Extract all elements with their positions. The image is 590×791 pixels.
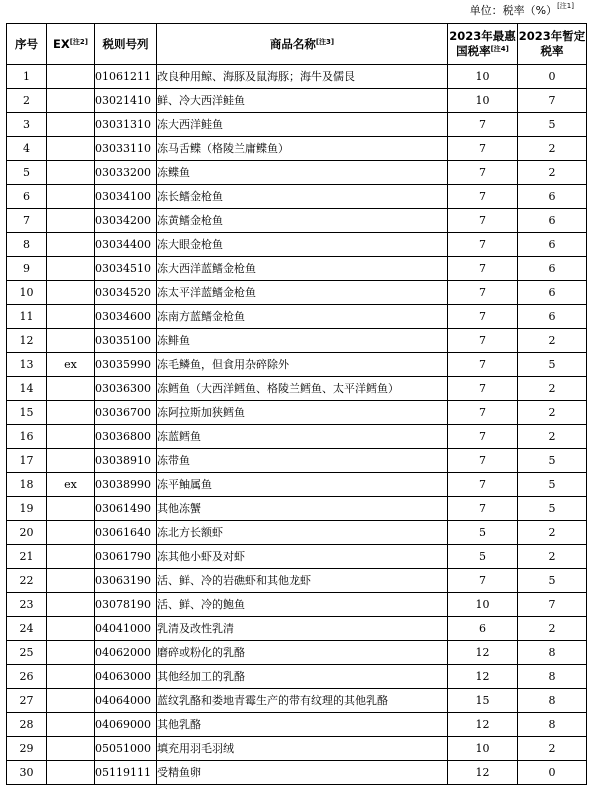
- table-row: [7, 425, 587, 449]
- cell-mfn-rate: 7: [448, 305, 518, 329]
- cell-mfn-rate: 10: [448, 737, 518, 761]
- cell-code: 05051000: [95, 737, 157, 761]
- cell-mfn-rate: 7: [448, 497, 518, 521]
- cell-ex: [47, 641, 95, 665]
- cell-mfn-rate: 12: [448, 641, 518, 665]
- table-row: [7, 473, 587, 497]
- cell-seq: 22: [7, 569, 47, 593]
- table-row: [7, 209, 587, 233]
- cell-provisional-rate: 6: [518, 209, 587, 233]
- cell-seq: 14: [7, 377, 47, 401]
- cell-seq: 18: [7, 473, 47, 497]
- cell-ex: [47, 425, 95, 449]
- cell-code: 03035990: [95, 353, 157, 377]
- cell-provisional-rate: 2: [518, 425, 587, 449]
- cell-provisional-rate: 6: [518, 185, 587, 209]
- table-row: [7, 665, 587, 689]
- cell-provisional-rate: 0: [518, 65, 587, 89]
- cell-mfn-rate: 7: [448, 353, 518, 377]
- cell-name: 冻北方长额虾: [157, 521, 448, 545]
- table-row: [7, 281, 587, 305]
- cell-mfn-rate: 10: [448, 65, 518, 89]
- cell-mfn-rate: 7: [448, 137, 518, 161]
- cell-name: 蓝纹乳酪和娄地青霉生产的带有纹理的其他乳酪: [157, 689, 448, 713]
- cell-ex: [47, 161, 95, 185]
- cell-provisional-rate: 2: [518, 521, 587, 545]
- cell-code: 03033110: [95, 137, 157, 161]
- cell-provisional-rate: 6: [518, 281, 587, 305]
- cell-provisional-rate: 2: [518, 137, 587, 161]
- header-seq: 序号: [7, 24, 47, 65]
- table-row: [7, 113, 587, 137]
- cell-mfn-rate: 10: [448, 593, 518, 617]
- cell-ex: [47, 521, 95, 545]
- cell-seq: 20: [7, 521, 47, 545]
- cell-mfn-rate: 7: [448, 425, 518, 449]
- cell-mfn-rate: 7: [448, 257, 518, 281]
- cell-mfn-rate: 12: [448, 761, 518, 785]
- table-row: [7, 545, 587, 569]
- table-row: [7, 401, 587, 425]
- cell-mfn-rate: 10: [448, 89, 518, 113]
- cell-seq: 12: [7, 329, 47, 353]
- cell-name: 冻大西洋蓝鳍金枪鱼: [157, 257, 448, 281]
- cell-seq: 3: [7, 113, 47, 137]
- table-row: [7, 353, 587, 377]
- cell-code: 04041000: [95, 617, 157, 641]
- table-row: [7, 761, 587, 785]
- cell-name: 冻平鲉属鱼: [157, 473, 448, 497]
- cell-name: 乳清及改性乳清: [157, 617, 448, 641]
- cell-seq: 9: [7, 257, 47, 281]
- cell-provisional-rate: 2: [518, 401, 587, 425]
- cell-mfn-rate: 15: [448, 689, 518, 713]
- cell-ex: [47, 209, 95, 233]
- cell-ex: [47, 545, 95, 569]
- cell-provisional-rate: 2: [518, 545, 587, 569]
- cell-provisional-rate: 2: [518, 329, 587, 353]
- cell-code: 03034600: [95, 305, 157, 329]
- cell-mfn-rate: 7: [448, 377, 518, 401]
- cell-seq: 23: [7, 593, 47, 617]
- cell-mfn-rate: 6: [448, 617, 518, 641]
- cell-provisional-rate: 2: [518, 377, 587, 401]
- cell-name: 活、鲜、冷的鲍鱼: [157, 593, 448, 617]
- cell-ex: [47, 65, 95, 89]
- cell-name: 冻鲱鱼: [157, 329, 448, 353]
- cell-name: 冻鲽鱼: [157, 161, 448, 185]
- table-row: [7, 737, 587, 761]
- cell-seq: 10: [7, 281, 47, 305]
- table-row: [7, 617, 587, 641]
- header-ex: EX[注2]: [47, 24, 95, 65]
- cell-code: 03038990: [95, 473, 157, 497]
- cell-ex: [47, 233, 95, 257]
- cell-code: 03033200: [95, 161, 157, 185]
- cell-name: 冻马舌鲽（格陵兰庸鲽鱼）: [157, 137, 448, 161]
- table-row: [7, 593, 587, 617]
- header-ex-note: [注2]: [69, 37, 88, 46]
- cell-mfn-rate: 7: [448, 569, 518, 593]
- cell-ex: [47, 497, 95, 521]
- cell-ex: ex: [47, 353, 95, 377]
- cell-provisional-rate: 7: [518, 593, 587, 617]
- header-code: 税则号列: [95, 24, 157, 65]
- tariff-table: [6, 23, 587, 785]
- cell-code: 03021410: [95, 89, 157, 113]
- cell-seq: 29: [7, 737, 47, 761]
- cell-seq: 5: [7, 161, 47, 185]
- cell-seq: 7: [7, 209, 47, 233]
- table-row: [7, 137, 587, 161]
- cell-mfn-rate: 5: [448, 521, 518, 545]
- header-mfn-note: [注4]: [490, 45, 509, 53]
- cell-ex: [47, 569, 95, 593]
- cell-ex: ex: [47, 473, 95, 497]
- table-row: [7, 329, 587, 353]
- cell-seq: 24: [7, 617, 47, 641]
- table-row: [7, 713, 587, 737]
- cell-code: 03034510: [95, 257, 157, 281]
- cell-code: 03063190: [95, 569, 157, 593]
- cell-provisional-rate: 2: [518, 737, 587, 761]
- cell-name: 冻带鱼: [157, 449, 448, 473]
- cell-seq: 2: [7, 89, 47, 113]
- cell-provisional-rate: 0: [518, 761, 587, 785]
- cell-code: 03078190: [95, 593, 157, 617]
- cell-provisional-rate: 2: [518, 617, 587, 641]
- cell-seq: 25: [7, 641, 47, 665]
- cell-code: 03061790: [95, 545, 157, 569]
- cell-ex: [47, 593, 95, 617]
- cell-seq: 21: [7, 545, 47, 569]
- cell-ex: [47, 113, 95, 137]
- cell-provisional-rate: 6: [518, 233, 587, 257]
- table-row: [7, 257, 587, 281]
- cell-provisional-rate: 8: [518, 641, 587, 665]
- cell-seq: 27: [7, 689, 47, 713]
- cell-provisional-rate: 5: [518, 497, 587, 521]
- cell-ex: [47, 401, 95, 425]
- cell-name: 冻毛鳞鱼，但食用杂碎除外: [157, 353, 448, 377]
- cell-ex: [47, 137, 95, 161]
- cell-seq: 26: [7, 665, 47, 689]
- cell-provisional-rate: 8: [518, 689, 587, 713]
- cell-ex: [47, 305, 95, 329]
- cell-provisional-rate: 5: [518, 473, 587, 497]
- cell-name: 冻大眼金枪鱼: [157, 233, 448, 257]
- cell-ex: [47, 329, 95, 353]
- unit-text: 单位：税率（%）: [469, 4, 558, 17]
- header-row: [7, 24, 587, 65]
- cell-code: 03034520: [95, 281, 157, 305]
- cell-provisional-rate: 5: [518, 113, 587, 137]
- cell-provisional-rate: 2: [518, 161, 587, 185]
- cell-code: 03036800: [95, 425, 157, 449]
- cell-code: 04069000: [95, 713, 157, 737]
- cell-mfn-rate: 7: [448, 329, 518, 353]
- table-row: [7, 497, 587, 521]
- cell-seq: 15: [7, 401, 47, 425]
- cell-name: 冻其他小虾及对虾: [157, 545, 448, 569]
- cell-provisional-rate: 7: [518, 89, 587, 113]
- cell-name: 其他经加工的乳酪: [157, 665, 448, 689]
- cell-mfn-rate: 7: [448, 209, 518, 233]
- cell-name: 冻太平洋蓝鳍金枪鱼: [157, 281, 448, 305]
- cell-provisional-rate: 8: [518, 665, 587, 689]
- cell-seq: 4: [7, 137, 47, 161]
- cell-name: 其他乳酪: [157, 713, 448, 737]
- table-row: [7, 377, 587, 401]
- cell-name: 填充用羽毛羽绒: [157, 737, 448, 761]
- table-body: [7, 65, 587, 785]
- cell-mfn-rate: 12: [448, 713, 518, 737]
- table-row: [7, 449, 587, 473]
- table-row: [7, 305, 587, 329]
- cell-code: 03031310: [95, 113, 157, 137]
- cell-name: 磨碎或粉化的乳酪: [157, 641, 448, 665]
- cell-mfn-rate: 7: [448, 233, 518, 257]
- cell-ex: [47, 281, 95, 305]
- cell-mfn-rate: 5: [448, 545, 518, 569]
- table-row: [7, 521, 587, 545]
- cell-code: 03034100: [95, 185, 157, 209]
- cell-code: 03035100: [95, 329, 157, 353]
- cell-code: 03061640: [95, 521, 157, 545]
- cell-ex: [47, 689, 95, 713]
- cell-ex: [47, 665, 95, 689]
- cell-name: 冻黄鳍金枪鱼: [157, 209, 448, 233]
- cell-code: 03036300: [95, 377, 157, 401]
- cell-code: 03061490: [95, 497, 157, 521]
- cell-seq: 28: [7, 713, 47, 737]
- cell-code: 01061211: [95, 65, 157, 89]
- cell-seq: 11: [7, 305, 47, 329]
- cell-ex: [47, 449, 95, 473]
- cell-seq: 8: [7, 233, 47, 257]
- cell-code: 04064000: [95, 689, 157, 713]
- cell-ex: [47, 377, 95, 401]
- cell-provisional-rate: 5: [518, 569, 587, 593]
- cell-name: 鲜、冷大西洋鲑鱼: [157, 89, 448, 113]
- cell-name: 冻大西洋鲑鱼: [157, 113, 448, 137]
- cell-seq: 17: [7, 449, 47, 473]
- cell-mfn-rate: 7: [448, 449, 518, 473]
- cell-seq: 30: [7, 761, 47, 785]
- header-mfn-rate: 2023年最惠国税率[注4]: [448, 24, 518, 65]
- cell-mfn-rate: 7: [448, 473, 518, 497]
- table-row: [7, 233, 587, 257]
- cell-name: 冻鳕鱼（大西洋鳕鱼、格陵兰鳕鱼、太平洋鳕鱼）: [157, 377, 448, 401]
- cell-name: 冻长鳍金枪鱼: [157, 185, 448, 209]
- cell-provisional-rate: 6: [518, 305, 587, 329]
- cell-code: 03034200: [95, 209, 157, 233]
- table-row: [7, 185, 587, 209]
- cell-ex: [47, 257, 95, 281]
- header-provisional-rate: 2023年暂定税率: [518, 24, 587, 65]
- cell-seq: 6: [7, 185, 47, 209]
- unit-label: [470, 2, 574, 18]
- cell-provisional-rate: 6: [518, 257, 587, 281]
- header-name-note: [注3]: [315, 37, 335, 46]
- cell-ex: [47, 617, 95, 641]
- cell-mfn-rate: 7: [448, 281, 518, 305]
- cell-name: 其他冻蟹: [157, 497, 448, 521]
- cell-seq: 13: [7, 353, 47, 377]
- cell-ex: [47, 737, 95, 761]
- cell-seq: 1: [7, 65, 47, 89]
- table-row: [7, 689, 587, 713]
- cell-name: 受精鱼卵: [157, 761, 448, 785]
- header-name: 商品名称[注3]: [157, 24, 448, 65]
- cell-mfn-rate: 7: [448, 161, 518, 185]
- cell-seq: 19: [7, 497, 47, 521]
- cell-code: 03036700: [95, 401, 157, 425]
- table-row: [7, 89, 587, 113]
- cell-ex: [47, 185, 95, 209]
- cell-name: 改良种用鲸、海豚及鼠海豚；海牛及儒艮: [157, 65, 448, 89]
- cell-provisional-rate: 5: [518, 449, 587, 473]
- cell-mfn-rate: 7: [448, 113, 518, 137]
- cell-mfn-rate: 7: [448, 185, 518, 209]
- cell-seq: 16: [7, 425, 47, 449]
- cell-code: 04062000: [95, 641, 157, 665]
- cell-ex: [47, 89, 95, 113]
- cell-code: 03034400: [95, 233, 157, 257]
- cell-name: 活、鲜、冷的岩礁虾和其他龙虾: [157, 569, 448, 593]
- cell-code: 05119111: [95, 761, 157, 785]
- cell-mfn-rate: 7: [448, 401, 518, 425]
- table-row: [7, 641, 587, 665]
- cell-code: 03038910: [95, 449, 157, 473]
- cell-name: 冻阿拉斯加狭鳕鱼: [157, 401, 448, 425]
- cell-code: 04063000: [95, 665, 157, 689]
- cell-name: 冻蓝鳕鱼: [157, 425, 448, 449]
- table-row: [7, 569, 587, 593]
- cell-mfn-rate: 12: [448, 665, 518, 689]
- cell-name: 冻南方蓝鳍金枪鱼: [157, 305, 448, 329]
- table-row: [7, 161, 587, 185]
- cell-provisional-rate: 5: [518, 353, 587, 377]
- cell-ex: [47, 713, 95, 737]
- cell-provisional-rate: 8: [518, 713, 587, 737]
- cell-ex: [47, 761, 95, 785]
- unit-note: [注1]: [557, 2, 574, 10]
- table-row: [7, 65, 587, 89]
